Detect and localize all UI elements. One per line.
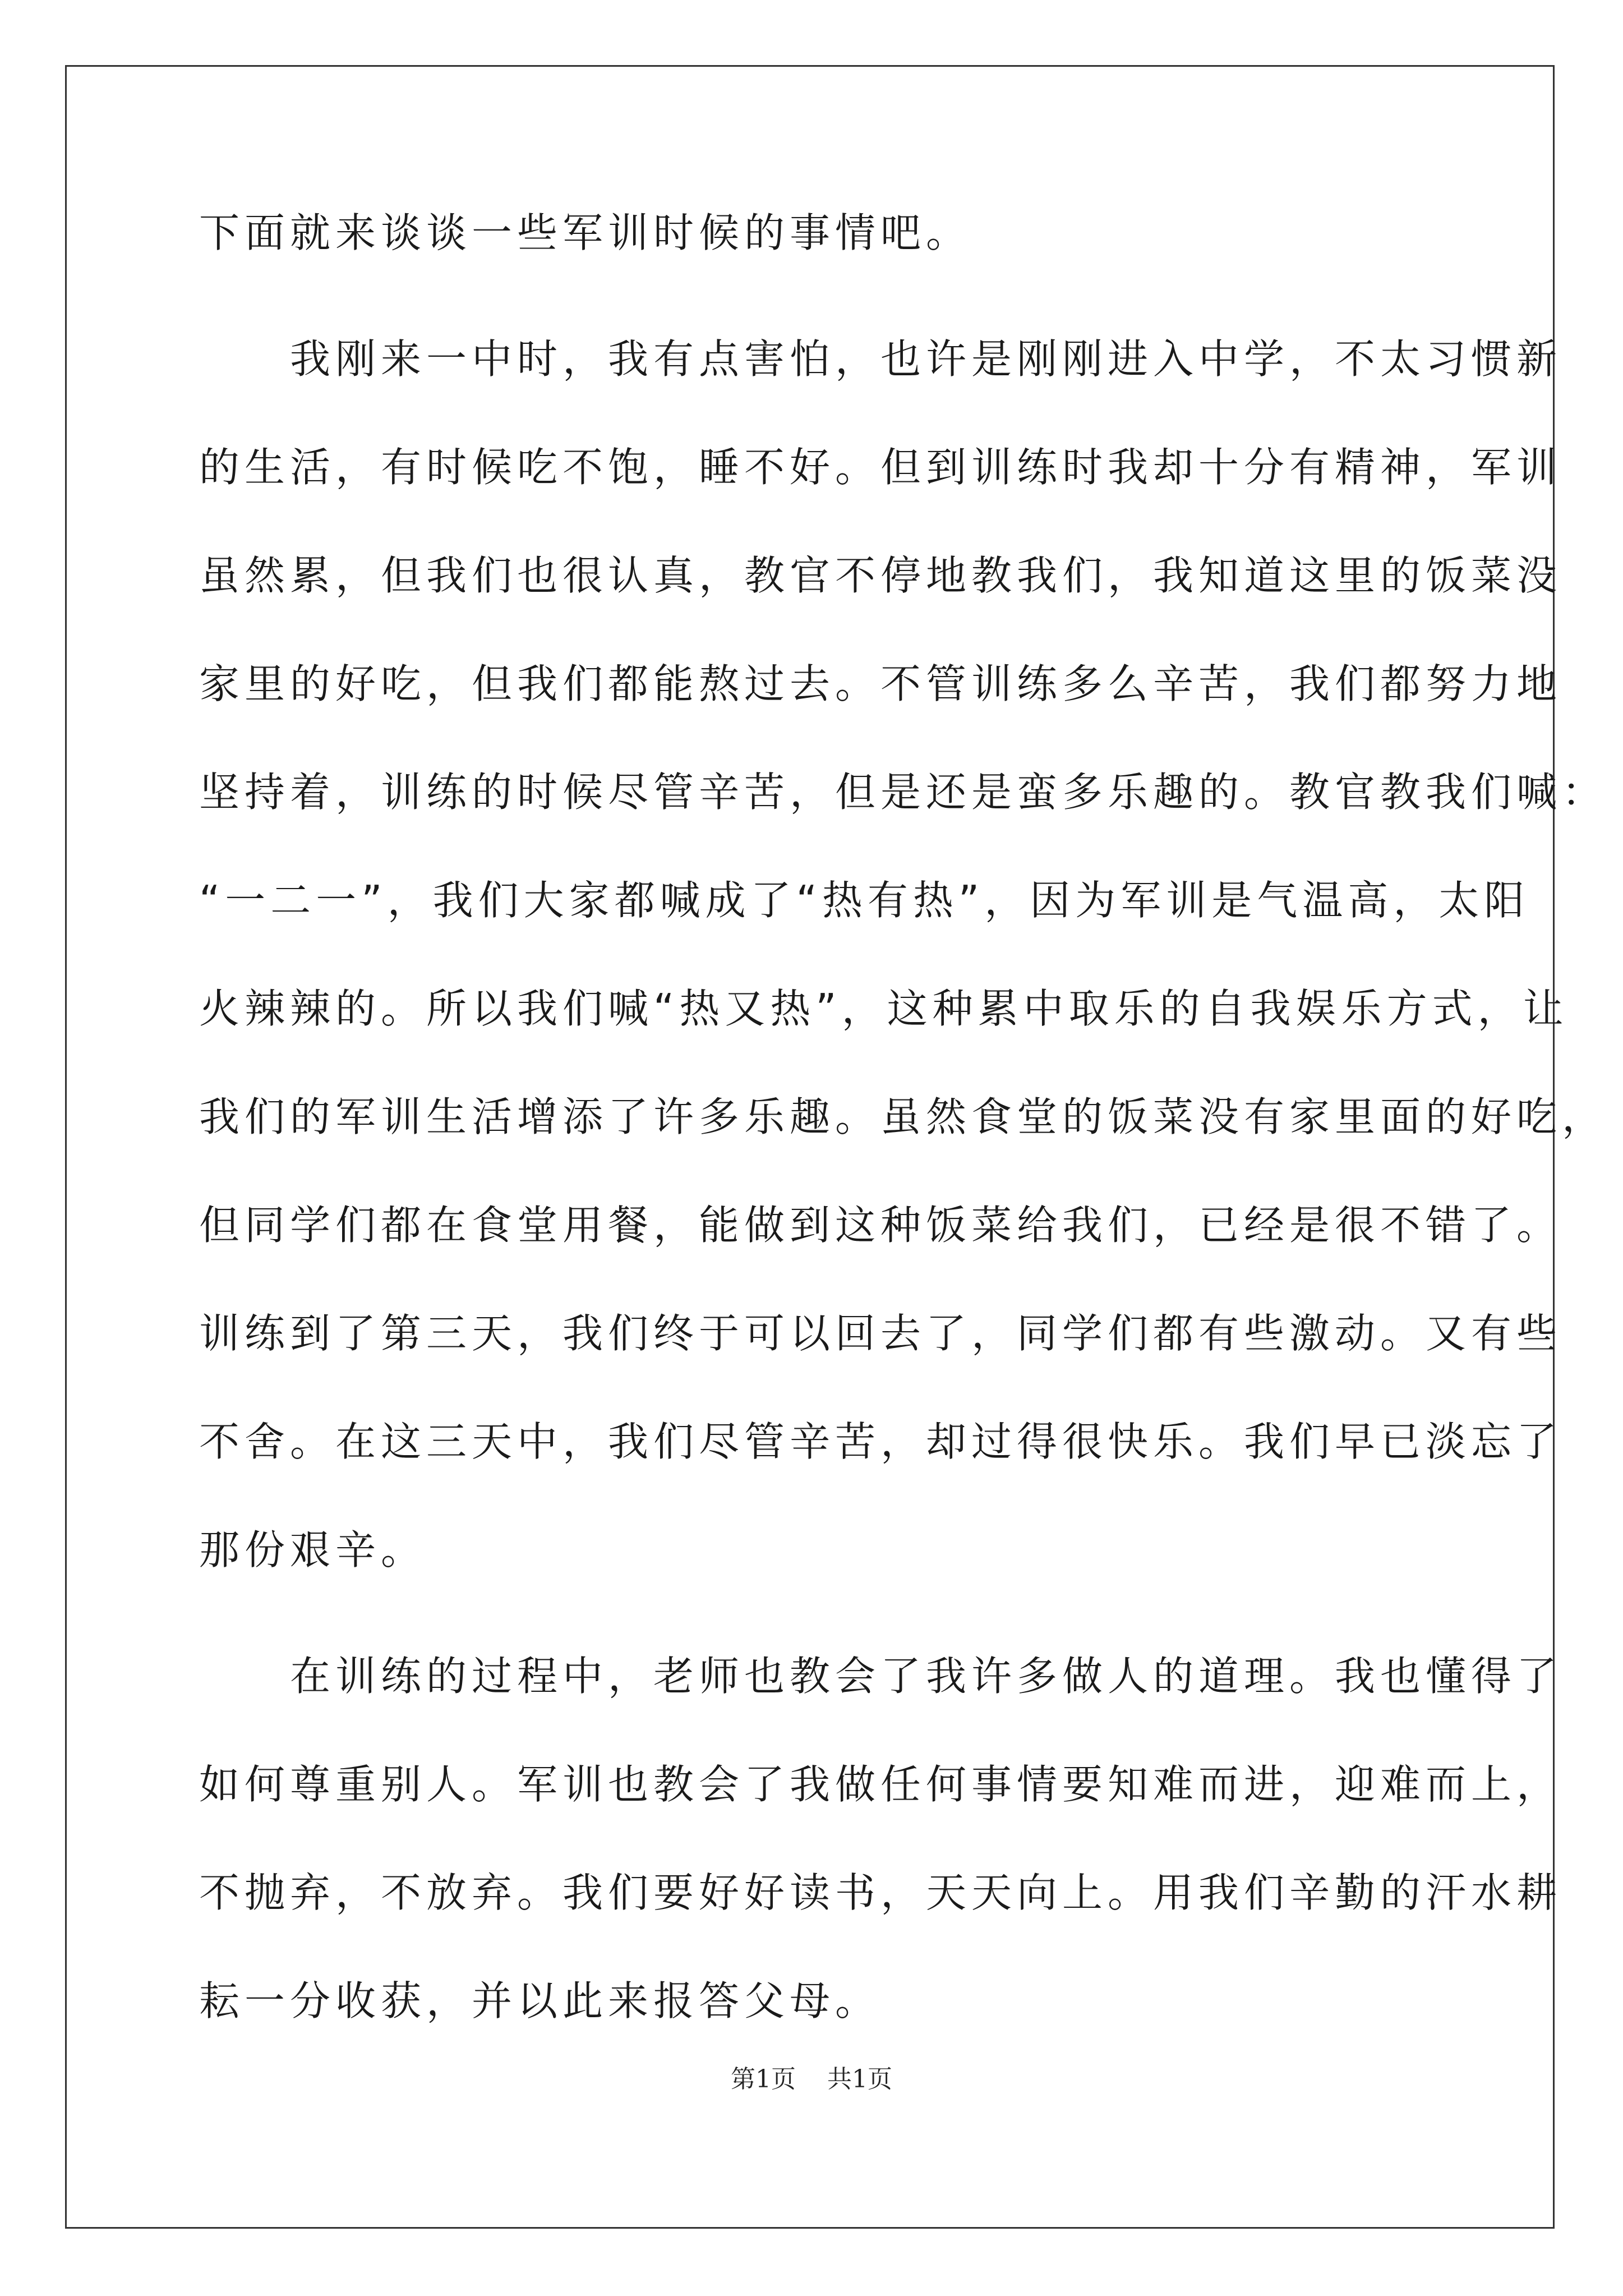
text-line: 家里的好吃，但我们都能熬过去。不管训练多么辛苦，我们都努力地 xyxy=(199,660,1562,707)
page-total: 共1页 xyxy=(827,2065,892,2093)
text-line: 坚持着，训练的时候尽管辛苦，但是还是蛮多乐趣的。教官教我们喊： xyxy=(199,769,1608,816)
page-footer xyxy=(0,2059,1623,2095)
text-line: 我刚来一中时，我有点害怕，也许是刚刚进入中学，不太习惯新 xyxy=(199,335,1562,383)
text-line: 下面就来谈谈一些军训时候的事情吧。 xyxy=(199,209,972,256)
text-line: 不舍。在这三天中，我们尽管辛苦，却过得很快乐。我们早已淡忘了 xyxy=(199,1418,1562,1465)
text-line: 不抛弃，不放弃。我们要好好读书，天天向上。用我们辛勤的汗水耕 xyxy=(199,1869,1562,1916)
text-line: 如何尊重别人。军训也教会了我做任何事情要知难而进，迎难而上， xyxy=(199,1761,1562,1808)
text-line: 我们的军训生活增添了许多乐趣。虽然食堂的饭菜没有家里面的好吃， xyxy=(199,1093,1608,1140)
text-line: 火辣辣的。所以我们喊“热又热”，这种累中取乐的自我娱乐方式，让 xyxy=(199,985,1569,1032)
text-line: 的生活，有时候吃不饱，睡不好。但到训练时我却十分有精神，军训 xyxy=(199,444,1562,491)
text-line: 训练到了第三天，我们终于可以回去了，同学们都有些激动。又有些 xyxy=(199,1310,1562,1357)
text-line: 虽然累，但我们也很认真，教官不停地教我们，我知道这里的饭菜没 xyxy=(199,552,1562,599)
text-line: “一二一”，我们大家都喊成了“热有热”，因为军训是气温高，太阳 xyxy=(199,877,1530,924)
page-number: 第1页 xyxy=(731,2065,796,2093)
text-line: 那份艰辛。 xyxy=(199,1526,427,1573)
text-line: 耘一分收获，并以此来报答父母。 xyxy=(199,1977,881,2024)
text-line: 在训练的过程中，老师也教会了我许多做人的道理。我也懂得了 xyxy=(199,1653,1562,1700)
text-line: 但同学们都在食堂用餐，能做到这种饭菜给我们，已经是很不错了。 xyxy=(199,1202,1562,1249)
